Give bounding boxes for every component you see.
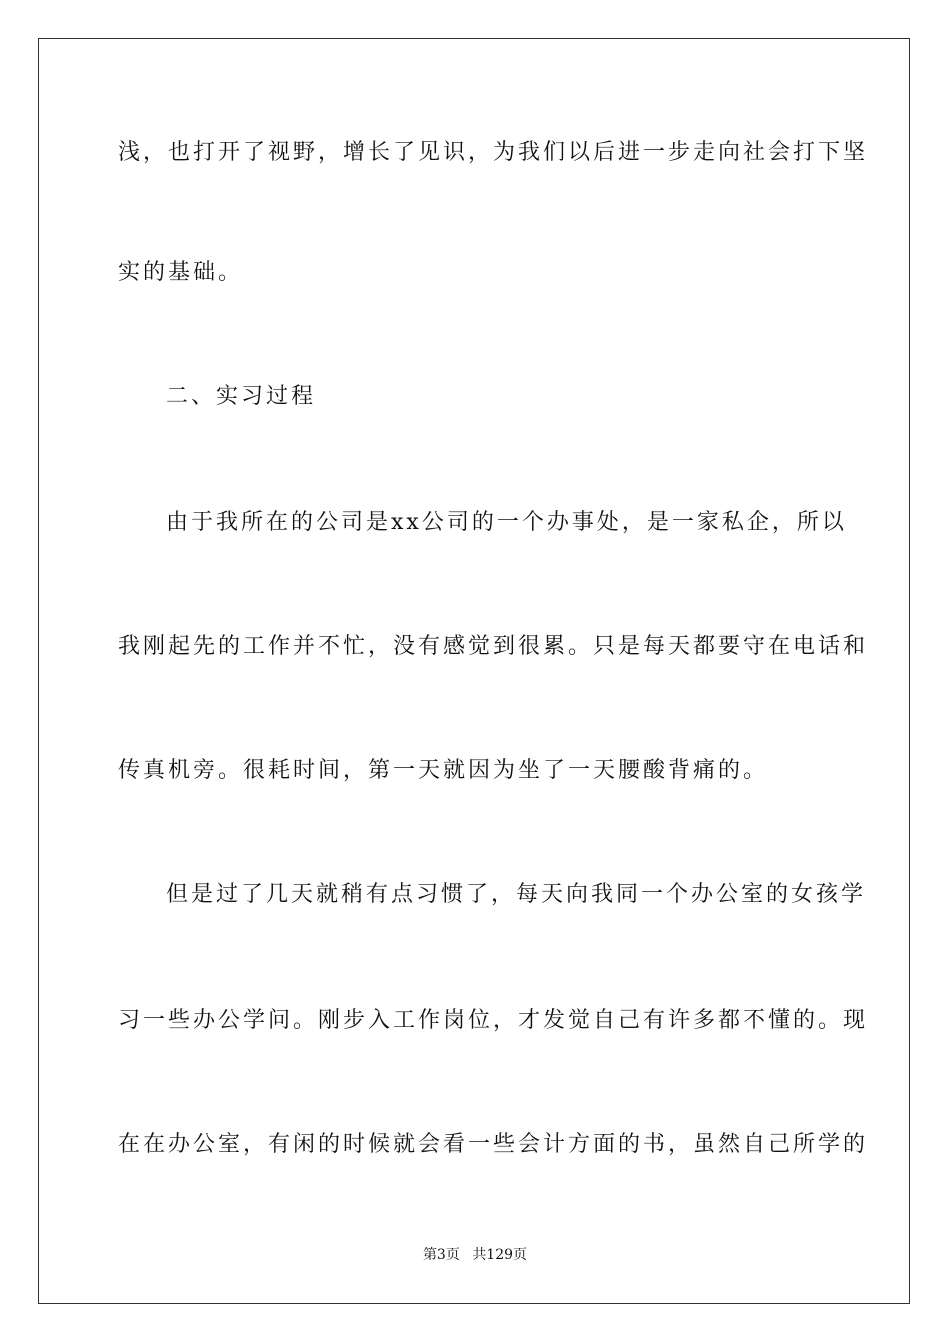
- body-line-6: 传真机旁。很耗时间，第一天就因为坐了一天腰酸背痛的。: [118, 758, 769, 783]
- body-line-4: 由于我所在的公司是xx公司的一个办事处，是一家私企，所以: [166, 510, 847, 535]
- page-footer: [0, 1245, 950, 1265]
- body-line-5: 我刚起先的工作并不忙，没有感觉到很累。只是每天都要守在电话和: [118, 634, 869, 659]
- body-line-9: 在在办公室，有闲的时候就会看一些会计方面的书，虽然自己所学的: [118, 1132, 869, 1157]
- page-total: 共129页: [472, 1247, 528, 1263]
- section-heading: 二、实习过程: [166, 384, 317, 409]
- page-number: 第3页: [422, 1247, 460, 1263]
- page-border: [38, 38, 910, 1304]
- body-line-8: 习一些办公学问。刚步入工作岗位，才发觉自己有许多都不懂的。现: [118, 1008, 869, 1033]
- body-line-1: 浅，也打开了视野，增长了见识，为我们以后进一步走向社会打下坚: [118, 140, 869, 165]
- body-line-7: 但是过了几天就稍有点习惯了，每天向我同一个办公室的女孩学: [166, 882, 867, 907]
- body-line-2: 实的基础。: [118, 260, 244, 285]
